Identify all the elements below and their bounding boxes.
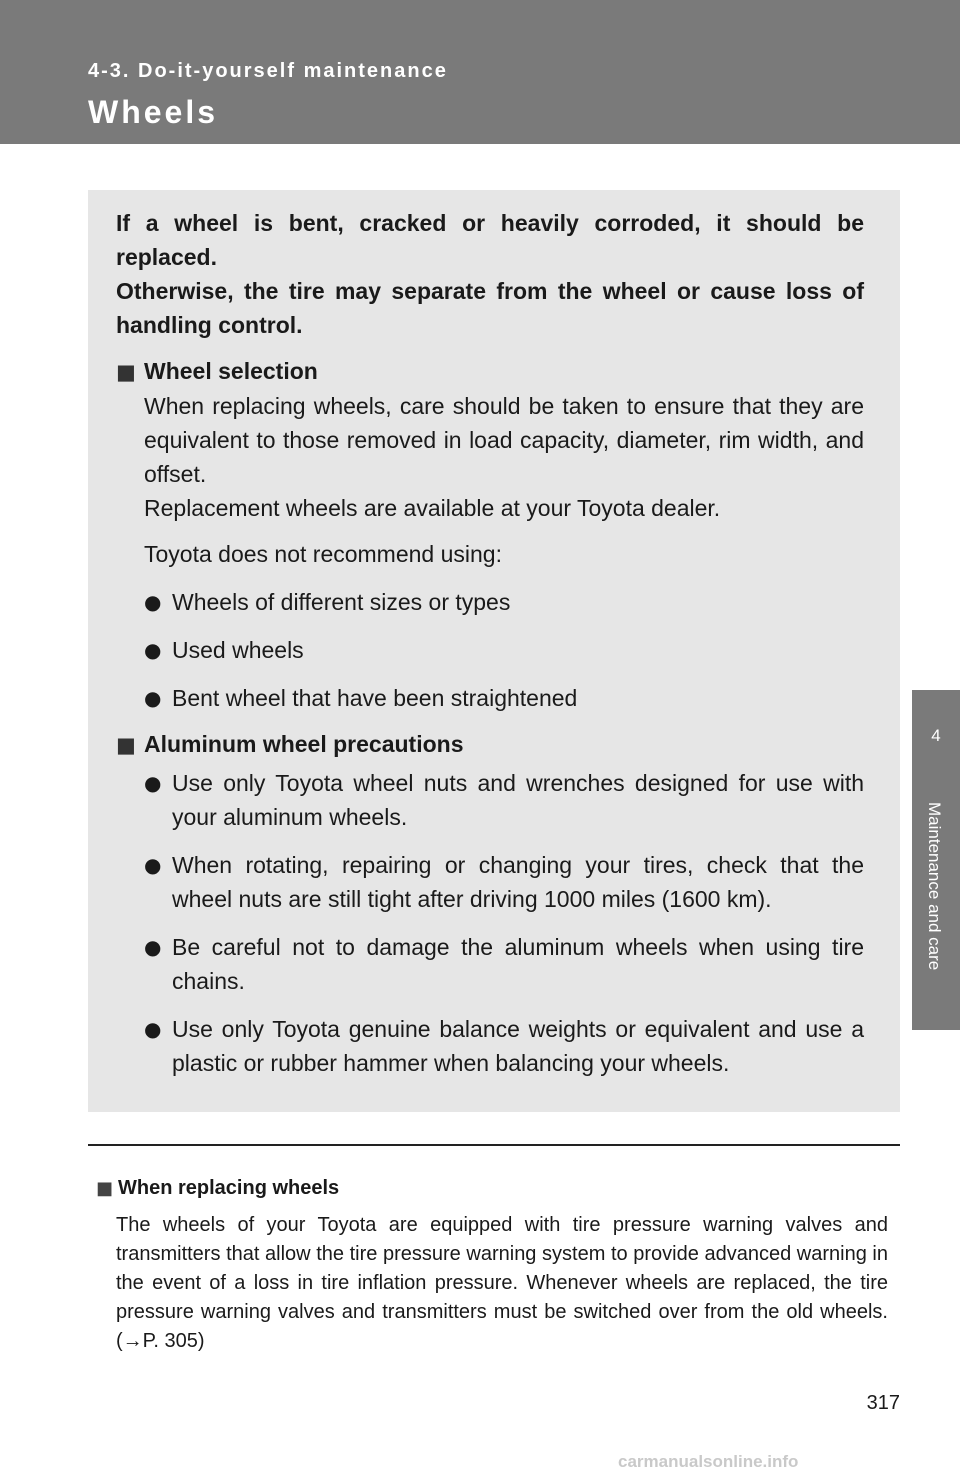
list-item	[144, 681, 864, 715]
list-item	[144, 585, 864, 619]
list-item-text: Be careful not to damage the aluminum wheels when using tire chains.	[172, 934, 864, 994]
list-item	[144, 1012, 864, 1080]
wheel-selection-title: Wheel selection	[144, 358, 318, 384]
note-title: When replacing wheels	[118, 1177, 340, 1199]
list-item-text: Bent wheel that have been straightened	[172, 685, 578, 711]
wheel-selection-heading	[116, 354, 864, 389]
page-header	[0, 0, 960, 144]
page-number: 317	[866, 1392, 900, 1414]
chapter-name: Maintenance and care	[925, 802, 944, 971]
aluminum-heading	[116, 727, 864, 762]
list-item	[144, 766, 864, 834]
wheel-selection-text-1: When replacing wheels, care should be taken to ensure that they are equivalent to those removed in load capacity, diameter, rim width, and offset.	[144, 393, 864, 487]
chapter-number: 4	[931, 726, 941, 745]
divider	[88, 1144, 900, 1146]
wheel-selection-text-2: Replacement wheels are available at your Toyota dealer.	[144, 495, 721, 521]
list-item-text: Used wheels	[172, 637, 304, 663]
circle-bullet-icon: ●	[144, 590, 162, 614]
note-heading	[96, 1174, 888, 1203]
square-bullet-icon: ■	[116, 733, 136, 757]
circle-bullet-icon: ●	[144, 853, 162, 877]
caution-panel	[88, 190, 900, 1112]
square-bullet-icon: ■	[116, 360, 136, 384]
list-item-text: Use only Toyota wheel nuts and wrenches designed for use with your aluminum wheels.	[172, 770, 864, 830]
circle-bullet-icon: ●	[144, 686, 162, 710]
list-item-text: When rotating, repairing or changing your tires, check that the wheel nuts are still tight after driving 1000 miles (1600 km).	[172, 852, 864, 912]
circle-bullet-icon: ●	[144, 638, 162, 662]
section-label: 4-3. Do-it-yourself maintenance	[88, 60, 448, 82]
list-item	[144, 930, 864, 998]
caution-content	[116, 206, 864, 1080]
square-bullet-icon: ■	[96, 1178, 114, 1199]
list-item	[144, 848, 864, 916]
intro-line-2: Otherwise, the tire may separate from the wheel or cause loss of handling control.	[116, 278, 864, 338]
chapter-tab	[912, 690, 960, 1030]
list-item-text: Use only Toyota genuine balance weights or equivalent and use a plastic or rubber hammer when balancing your wheels.	[172, 1016, 864, 1076]
list-item	[144, 633, 864, 667]
circle-bullet-icon: ●	[144, 1017, 162, 1041]
wheel-selection-paragraph	[144, 389, 864, 525]
not-recommend-text: Toyota does not recommend using:	[144, 541, 502, 567]
watermark: carmanualsonline.info	[618, 1452, 799, 1471]
page-title: Wheels	[88, 94, 219, 130]
circle-bullet-icon: ●	[144, 935, 162, 959]
list-item-text: Wheels of different sizes or types	[172, 589, 511, 615]
circle-bullet-icon: ●	[144, 771, 162, 795]
intro-line-1: If a wheel is bent, cracked or heavily corroded, it should be replaced.	[116, 210, 864, 270]
info-note	[96, 1174, 888, 1356]
intro-paragraph	[116, 206, 864, 342]
aluminum-title: Aluminum wheel precautions	[144, 731, 464, 757]
note-body: The wheels of your Toyota are equipped with tire pressure warning valves and transmitters that allow the tire pressure warning system to provide advanced warning in the event of a loss in tire inflation pressure. Whenever wheels are replaced, the tire pressure warning valves and transmitters must be switched over from the old wheels. (→P. 305)	[116, 1214, 888, 1352]
